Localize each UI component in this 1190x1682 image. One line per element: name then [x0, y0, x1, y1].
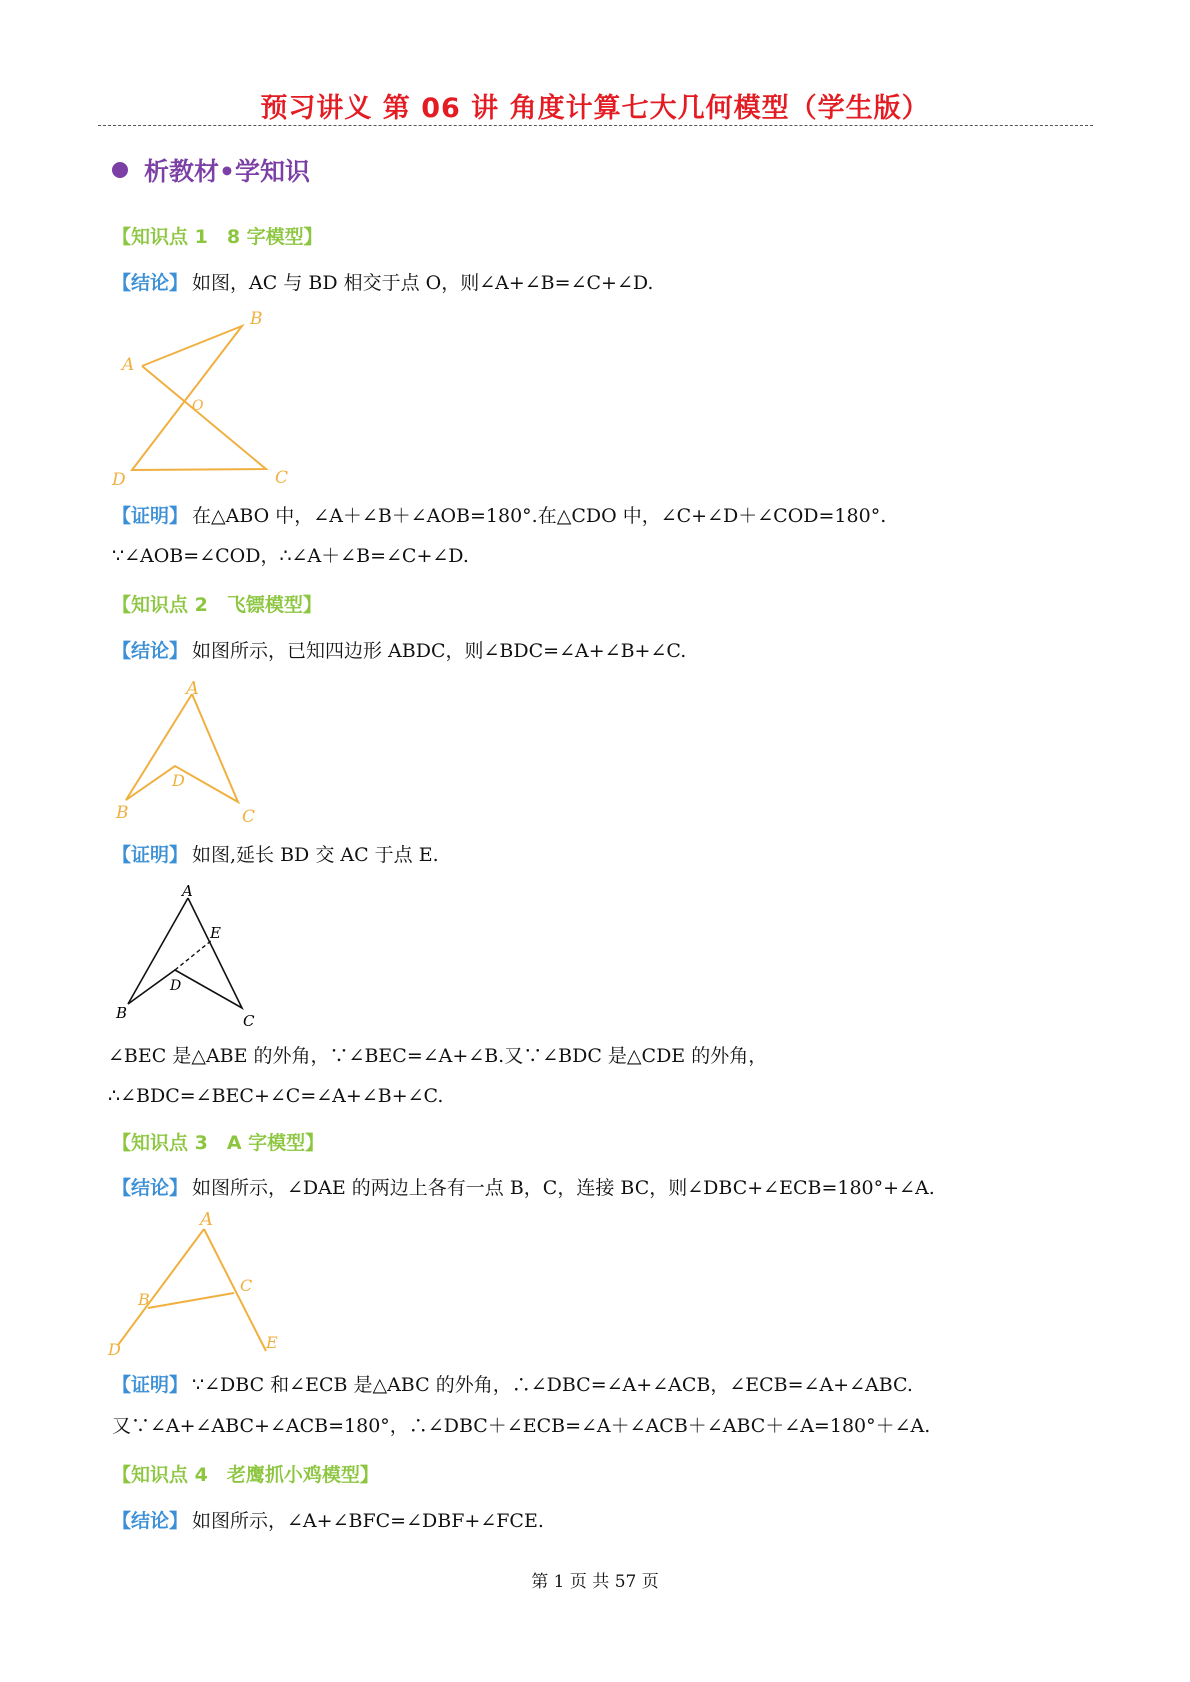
kp3-label-a: A: [200, 1209, 213, 1230]
kp3-label-b: B: [138, 1290, 150, 1309]
kp3-label-c: C: [240, 1276, 253, 1295]
kp2-fig1-label-b: B: [116, 803, 129, 823]
kp1-conclusion-text: 如图，AC 与 BD 相交于点 O，则∠A+∠B=∠C+∠D.: [192, 272, 654, 294]
kp2-proof-intro-text: 如图,延长 BD 交 AC 于点 E.: [192, 844, 439, 866]
kp1-label-c: C: [275, 468, 289, 488]
a-right-side: [204, 1229, 266, 1351]
figure-8-shape: [100, 300, 320, 500]
kp4-conclusion-text: 如图所示，∠A+∠BFC=∠DBF+∠FCE.: [192, 1510, 544, 1532]
dart-shape-figure: [100, 670, 280, 830]
kp3-conclusion-text: 如图所示，∠DAE 的两边上各有一点 B，C，连接 BC，则∠DBC+∠ECB=180°+∠A.: [192, 1177, 935, 1199]
kp3-conclusion: [112, 1175, 935, 1201]
kp1-label-d: D: [112, 470, 126, 490]
kp2-proof-1: ∠BEC 是△ABE 的外角，∵∠BEC=∠A+∠B.又∵∠BDC 是△CDE 的外角，: [108, 1045, 768, 1067]
section-heading: [112, 152, 310, 188]
kp2-proof-intro: [112, 842, 439, 868]
section-title: 析教材•学知识: [144, 157, 310, 186]
kp2-fig1-label-a: A: [186, 678, 199, 699]
a-crossbar-bc: [148, 1293, 234, 1308]
kp1-heading: 【知识点 1 8 字模型】: [112, 226, 323, 248]
kp2-conclusion: [112, 638, 686, 664]
kp2-fig2-label-e: E: [210, 924, 221, 942]
kp1-proof-1: [112, 503, 886, 529]
kp2-proof-tag: 【证明】: [112, 844, 189, 866]
a-left-side: [118, 1229, 204, 1345]
page-title: 预习讲义 第 06 讲 角度计算七大几何模型（学生版）: [260, 93, 930, 124]
kp2-fig2-label-d: D: [170, 978, 182, 994]
a-shape-figure: [100, 1205, 300, 1360]
kp2-fig1-label-d: D: [172, 771, 185, 790]
dart-proof-figure: [100, 878, 280, 1038]
kp1-proof-text-1: 在△ABO 中，∠A＋∠B＋∠AOB=180°.在△CDO 中，∠C+∠D＋∠COD=180°.: [192, 505, 887, 527]
bullet-dot-icon: [112, 162, 128, 178]
kp2-heading: 【知识点 2 飞镖模型】: [112, 594, 322, 616]
kp3-label-e: E: [266, 1333, 278, 1352]
kp2-conclusion-text: 如图所示，已知四边形 ABDC，则∠BDC=∠A+∠B+∠C.: [192, 640, 687, 662]
dart-proof-lines: [128, 898, 242, 1008]
kp2-proof-2: ∴∠BDC=∠BEC+∠C=∠A+∠B+∠C.: [108, 1085, 444, 1107]
page-number: 第 1 页 共 57 页: [531, 1572, 659, 1592]
kp4-heading: 【知识点 4 老鹰抓小鸡模型】: [112, 1464, 379, 1486]
kp1-label-b: B: [250, 309, 263, 329]
kp2-fig2-label-c: C: [243, 1012, 255, 1030]
kp3-proof-2: 又∵∠A+∠ABC+∠ACB=180°，∴∠DBC＋∠ECB=∠A＋∠ACB＋∠ABC＋∠A=180°＋∠A.: [112, 1415, 931, 1437]
kp1-proof-tag: 【证明】: [112, 505, 189, 527]
kp3-proof-text-1: ∵∠DBC 和∠ECB 是△ABC 的外角，∴∠DBC=∠A+∠ACB，∠ECB=∠A+∠ABC.: [192, 1374, 913, 1396]
kp2-fig1-label-c: C: [242, 807, 256, 827]
kp1-conclusion: [112, 270, 653, 296]
kp2-conclusion-tag: 【结论】: [112, 640, 189, 662]
kp2-fig2-label-b: B: [116, 1004, 128, 1022]
kp2-fig2-label-a: A: [182, 882, 193, 900]
kp1-conclusion-tag: 【结论】: [112, 272, 189, 294]
kp3-heading: 【知识点 3 A 字模型】: [112, 1132, 325, 1154]
kp4-conclusion: [112, 1508, 544, 1534]
kp1-label-a: A: [122, 355, 135, 375]
kp1-label-o: O: [192, 398, 204, 414]
title-divider: [98, 125, 1093, 126]
kp3-conclusion-tag: 【结论】: [112, 1177, 189, 1199]
extension-dashed-line: [175, 940, 212, 970]
kp3-label-d: D: [108, 1340, 121, 1359]
kp3-proof-1: [112, 1372, 913, 1398]
kp3-proof-tag: 【证明】: [112, 1374, 189, 1396]
kp4-conclusion-tag: 【结论】: [112, 1510, 189, 1532]
kp1-proof-2: ∵∠AOB=∠COD，∴∠A＋∠B=∠C+∠D.: [112, 545, 469, 567]
